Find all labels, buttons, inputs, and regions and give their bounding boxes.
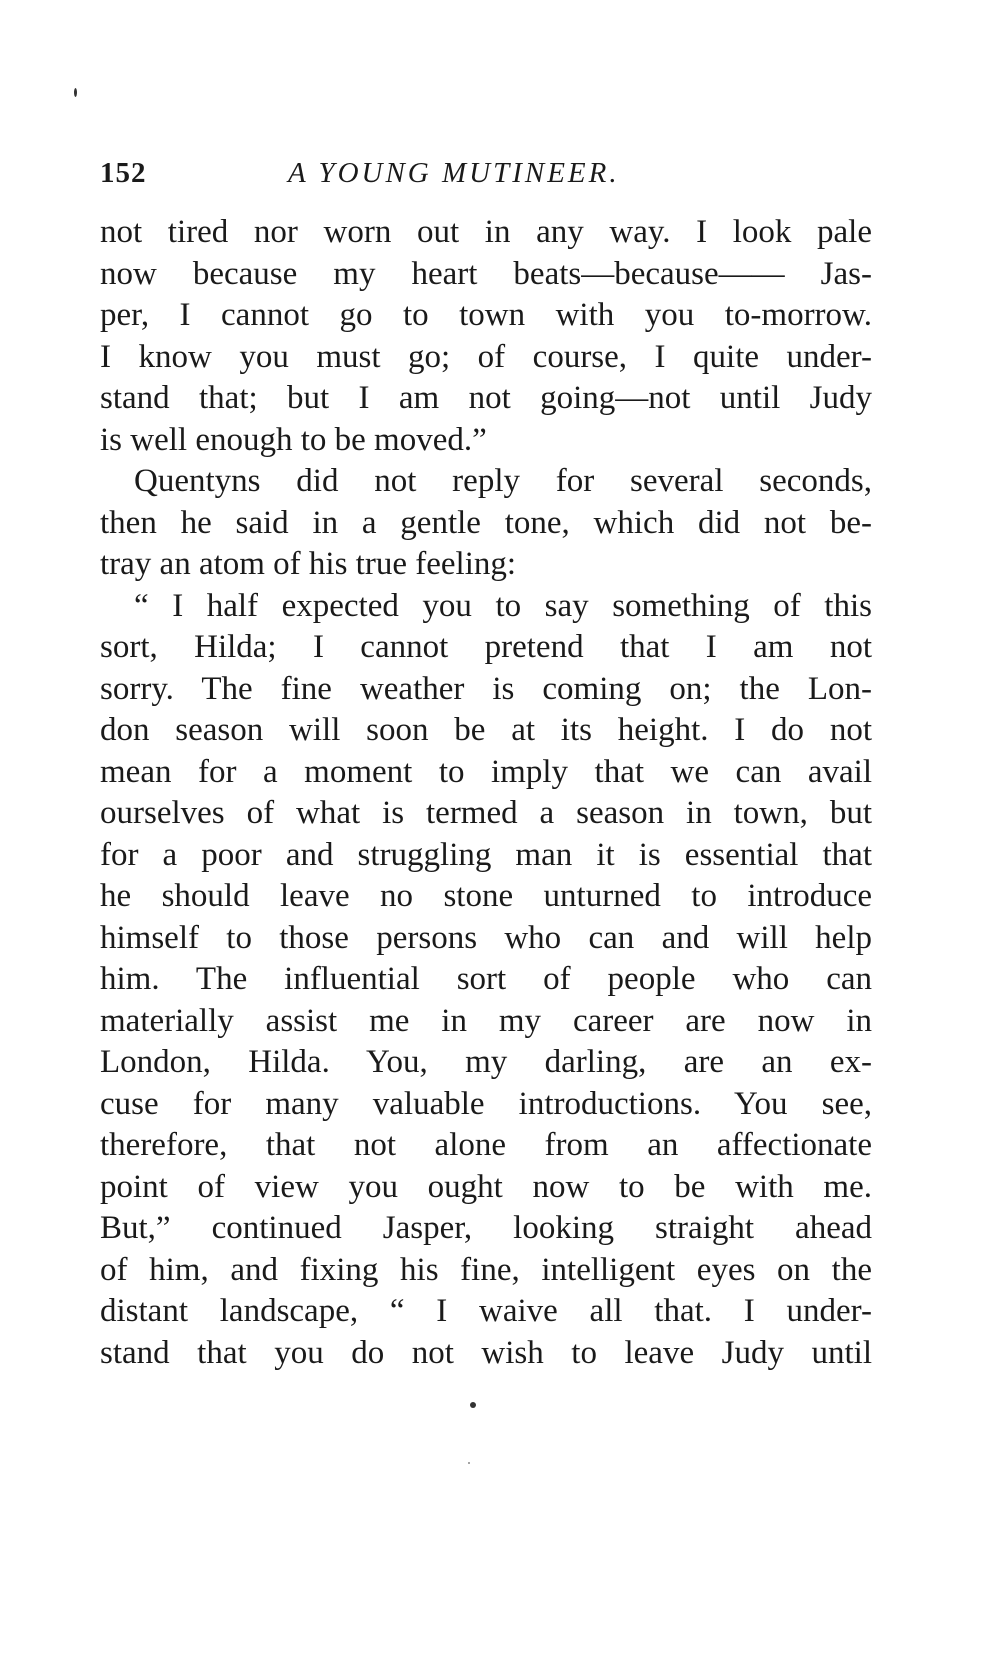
text-line: I know you must go; of course, I quite under- — [100, 338, 872, 375]
running-title: A YOUNG MUTINEER. — [288, 157, 620, 189]
text-line: per, I cannot go to town with you to-morrow. — [100, 297, 872, 333]
running-head — [100, 153, 880, 193]
text-line: of him, and fixing his fine, intelligent eyes on the — [100, 1251, 872, 1288]
text-line: tray an atom of his true feeling: — [100, 546, 517, 582]
text-line: for a poor and struggling man it is essential that — [100, 836, 872, 873]
print-speck — [74, 88, 77, 97]
text-line: is well enough to be moved.” — [100, 421, 487, 458]
page-number: 152 — [100, 157, 147, 189]
text-line: sorry. The fine weather is coming on; the Lon- — [100, 670, 872, 707]
text-line: himself to those persons who can and will help — [100, 919, 872, 956]
text-line: cuse for many valuable introductions. You see, — [100, 1085, 872, 1122]
text-line: he should leave no stone unturned to introduce — [100, 878, 872, 914]
text-line: But,” continued Jasper, looking straight ahead — [100, 1210, 872, 1246]
text-line: mean for a moment to imply that we can avail — [100, 753, 872, 790]
text-line: not tired nor worn out in any way. I look pale — [100, 214, 872, 250]
text-line: stand that you do not wish to leave Judy until — [100, 1334, 872, 1371]
text-line: don season will soon be at its height. I do not — [100, 712, 872, 748]
print-speck — [470, 1402, 476, 1408]
text-line: London, Hilda. You, my darling, are an ex- — [100, 1044, 872, 1080]
text-line: “ I half expected you to say something of this — [134, 587, 872, 624]
text-line: then he said in a gentle tone, which did not be- — [100, 504, 872, 541]
text-line: him. The influential sort of people who can — [100, 961, 872, 997]
text-line: materially assist me in my career are now in — [100, 1002, 872, 1039]
text-line: now because my heart beats—because—— Jas- — [100, 255, 872, 292]
text-line: distant landscape, “ I waive all that. I under- — [100, 1293, 872, 1329]
text-line: sort, Hilda; I cannot pretend that I am not — [100, 629, 872, 665]
print-speck — [468, 1462, 470, 1464]
text-line: ourselves of what is termed a season in town, but — [100, 795, 872, 831]
text-line: stand that; but I am not going—not until Judy — [100, 380, 872, 416]
text-line: point of view you ought now to be with me. — [100, 1168, 872, 1205]
text-line: Quentyns did not reply for several seconds, — [134, 463, 872, 499]
text-line: therefore, that not alone from an affectionate — [100, 1127, 872, 1163]
body-text — [100, 212, 872, 1374]
